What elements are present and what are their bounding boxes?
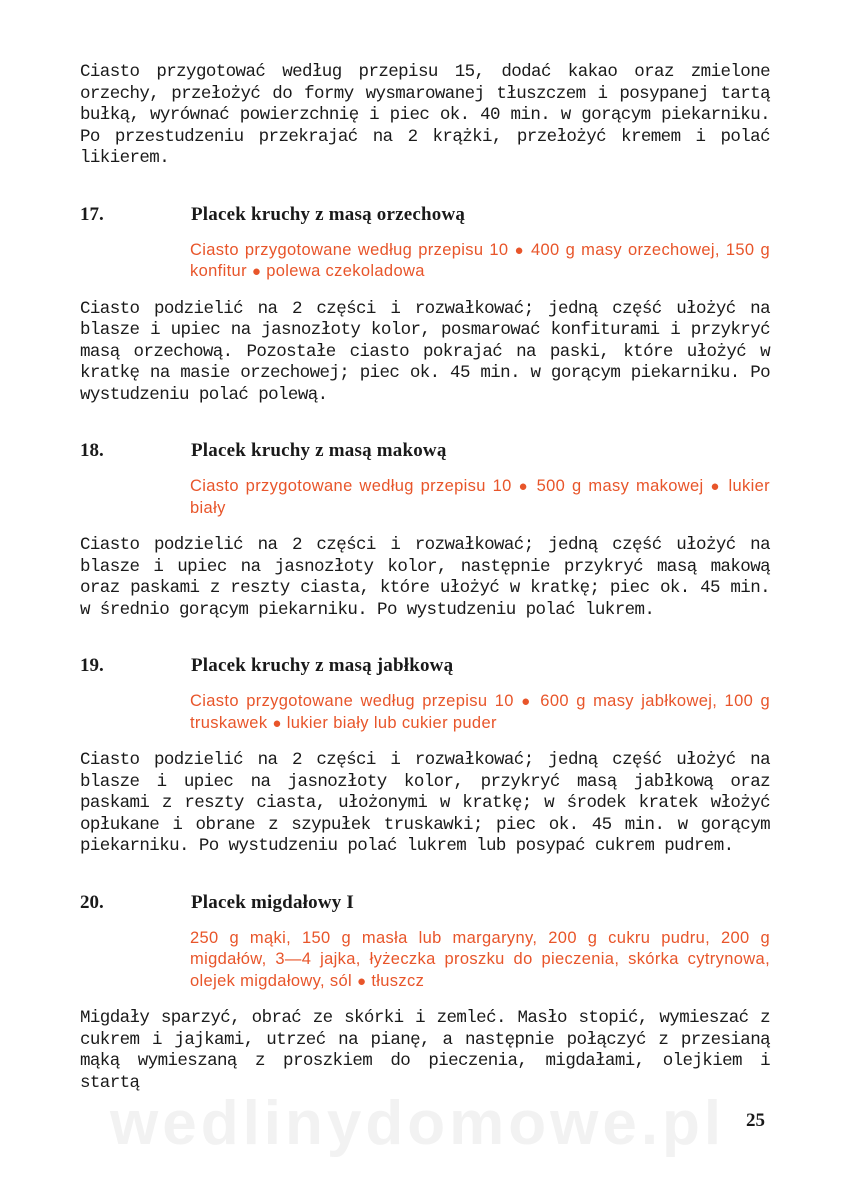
recipe-number: 19. xyxy=(80,655,104,676)
bullet-icon: ● xyxy=(521,693,533,710)
bullet-icon: ● xyxy=(251,263,262,280)
recipe-number: 20. xyxy=(80,891,104,913)
recipe-header xyxy=(80,440,770,470)
ingredient-item: Ciasto przygotowane według przepisu 10 xyxy=(190,477,512,495)
recipe-17 xyxy=(80,204,770,407)
bullet-icon: ● xyxy=(518,478,530,495)
recipe-19 xyxy=(80,655,770,858)
recipe-header xyxy=(80,655,770,685)
intro-paragraph: Ciasto przygotować według przepisu 15, dodać kakao oraz zmielone orzechy, przełożyć do formy wysmarowanej tłuszczem i posypanej tartą bułką, wyrównać powierzchnię i piec ok. 40 min. w gorącym piekarniku. Po przestudzeniu przekrajać na 2 krążki, przełożyć kremem i polać likierem. xyxy=(80,62,770,168)
bullet-icon: ● xyxy=(514,241,525,259)
bullet-icon: ● xyxy=(710,478,722,495)
ingredient-item: 400 g masy orzechowej, 150 g konfitur xyxy=(190,240,770,280)
ingredient-item: 250 g mąki, 150 g masła lub margaryny, 200 g cukru pudru, 200 g migdałów, 3—4 jajka, łyżeczka proszku do pieczenia, skórka cytrynowa, olejek migdałowy, sól xyxy=(190,928,770,990)
recipe-number: 18. xyxy=(80,440,104,461)
ingredients xyxy=(190,691,770,734)
ingredient-item: lukier biały lub cukier puder xyxy=(286,713,497,732)
ingredient-item: polewa czekoladowa xyxy=(266,262,425,280)
ingredient-item: Ciasto przygotowane według przepisu 10 xyxy=(190,692,514,710)
recipe-title: Placek kruchy z masą orzechową xyxy=(191,203,466,225)
recipe-method: Ciasto podzielić na 2 części i rozwałkować; jedną część ułożyć na blasze i upiec na jasnozłoty kolor, następnie przykryć masą makową oraz paskami z reszty ciasta, które ułożyć w kratkę; piec ok. 45 min. w średnio gorącym piekarniku. Po wystudzeniu polać lukrem. xyxy=(80,535,770,620)
ingredients xyxy=(190,928,770,993)
recipe-20 xyxy=(80,892,770,1095)
ingredient-item: tłuszcz xyxy=(371,971,425,990)
ingredient-item: 500 g masy makowej xyxy=(536,477,704,495)
ingredients xyxy=(190,476,770,519)
page-number: 25 xyxy=(746,1110,765,1131)
ingredients xyxy=(190,240,770,283)
recipe-header xyxy=(80,204,770,234)
bullet-icon: ● xyxy=(356,972,367,990)
ingredient-item: lukier biały xyxy=(190,477,771,517)
page-content xyxy=(80,62,770,1094)
recipe-title: Placek migdałowy I xyxy=(191,891,354,913)
recipe-method: Ciasto podzielić na 2 części i rozwałkować; jedną część ułożyć na blasze i upiec na jasnozłoty kolor, przykryć masą jabłkową oraz paskami z reszty ciasta, ułożonymi w kratkę; w środek kratek włożyć opłukane i obrane z szypułek truskawki; piec ok. 45 min. w gorącym piekarniku. Po wystudzeniu polać lukrem lub posypać cukrem pudrem. xyxy=(80,750,770,856)
bullet-icon: ● xyxy=(272,714,282,732)
recipe-method: Ciasto podzielić na 2 części i rozwałkować; jedną część ułożyć na blasze i upiec na jasnozłoty kolor, posmarować konfiturami i przykryć masą orzechową. Pozostałe ciasto pokrajać na paski, które ułożyć w kratkę na masie orzechowej; piec ok. 45 min. w gorącym piekarniku. Po wystudzeniu polać polewą. xyxy=(80,298,770,405)
recipe-title: Placek kruchy z masą makową xyxy=(191,440,447,461)
watermark: wedlinydomowe.pl xyxy=(110,1089,726,1158)
recipe-number: 17. xyxy=(80,203,104,225)
ingredient-item: Ciasto przygotowane według przepisu 10 xyxy=(190,240,509,259)
ingredient-item: 600 g masy jabłkowej, 100 g truskawek xyxy=(190,692,770,732)
recipe-18 xyxy=(80,440,770,621)
recipe-title: Placek kruchy z masą jabłkową xyxy=(191,655,454,676)
recipe-method: Migdały sparzyć, obrać ze skórki i zemleć. Masło stopić, wymieszać z cukrem i jajkami, utrzeć na pianę, a następnie połączyć z przesianą mąką wymieszaną z proszkiem do pieczenia, migdałami, olejkiem i startą xyxy=(80,1008,770,1093)
recipe-header xyxy=(80,892,770,922)
